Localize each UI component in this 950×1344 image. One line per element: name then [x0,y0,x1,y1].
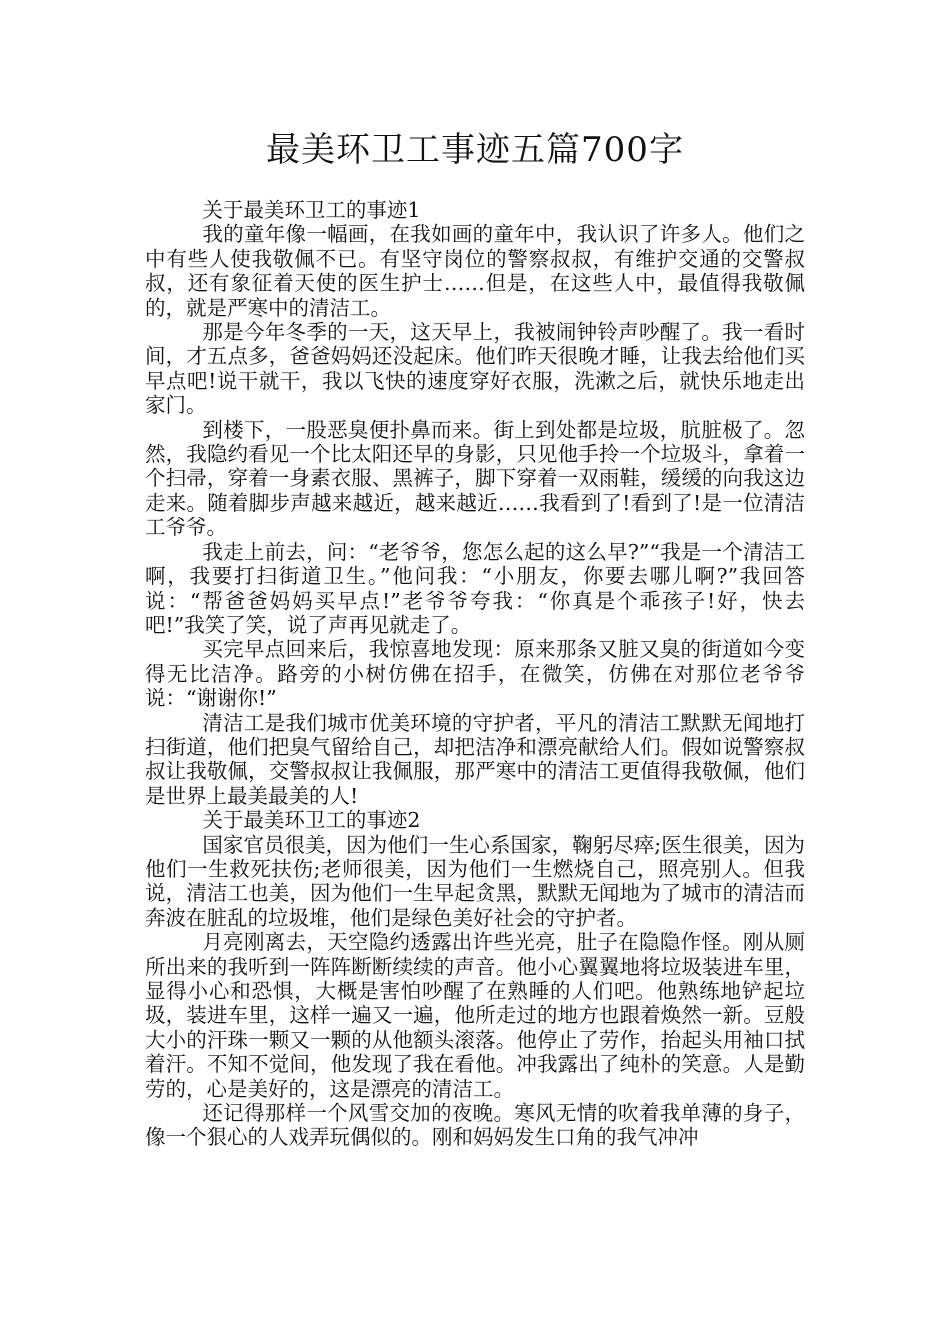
paragraph: 清洁工是我们城市优美环境的守护者，平凡的清洁工默默无闻地打扫街道，他们把臭气留给自己，却把洁净和漂亮献给人们。假如说警察叔叔让我敬佩，交警叔叔让我佩服，那严寒中的清洁工更值得我敬佩，他们是世界上最美最美的人! [145,710,805,808]
paragraph: 那是今年冬季的一天，这天早上，我被闹钟铃声吵醒了。我一看时间，才五点多，爸爸妈妈还没起床。他们昨天很晚才睡，让我去给他们买早点吧!说干就干，我以飞快的速度穿好衣服，洗漱之后，就快乐地走出家门。 [145,320,805,418]
document-body [145,198,805,1150]
paragraph: 到楼下，一股恶臭便扑鼻而来。街上到处都是垃圾，肮脏极了。忽然，我隐约看见一个比太阳还早的身影，只见他手拎一个垃圾斗，拿着一个扫帚，穿着一身素衣服、黑裤子，脚下穿着一双雨鞋，缓缓的向我这边走来。随着脚步声越来越近，越来越近……我看到了!看到了!是一位清洁工爷爷。 [145,417,805,540]
paragraph: 月亮刚离去，天空隐约透露出许些光亮，肚子在隐隐作怪。刚从厕所出来的我听到一阵阵断断续续的声音。他小心翼翼地将垃圾装进车里，显得小心和恐惧，大概是害怕吵醒了在熟睡的人们吧。他熟练地铲起垃圾，装进车里，这样一遍又一遍，他所走过的地方也跟着焕然一新。豆般大小的汗珠一颗又一颗的从他额头滚落。他停止了劳作，抬起头用袖口拭着汗。不知不觉间，他发现了我在看他。冲我露出了纯朴的笑意。人是勤劳的，心是美好的，这是漂亮的清洁工。 [145,930,805,1101]
paragraph: 还记得那样一个风雪交加的夜晚。寒风无情的吹着我单薄的身子，像一个狠心的人戏弄玩偶似的。刚和妈妈发生口角的我气冲冲 [145,1101,805,1150]
section-heading-1: 关于最美环卫工的事迹1 [202,198,421,222]
paragraph: 我走上前去，问：“老爷爷，您怎么起的这么早?”“我是一个清洁工啊，我要打扫街道卫生。”他问我：“小朋友，你要去哪儿啊?”我回答说：“帮爸爸妈妈买早点!”老爷爷夸我：“你真是个乖孩子!好，快去吧!”我笑了笑，说了声再见就走了。 [145,539,805,637]
paragraph: 国家官员很美，因为他们一生心系国家，鞠躬尽瘁;医生很美，因为他们一生救死扶伤;老师很美，因为他们一生燃烧自己，照亮别人。但我说，清洁工也美，因为他们一生早起贪黑，默默无闻地为了城市的清洁而奔波在脏乱的垃圾堆，他们是绿色美好社会的守护者。 [145,832,805,930]
paragraph: 买完早点回来后，我惊喜地发现：原来那条又脏又臭的街道如今变得无比洁净。路旁的小树仿佛在招手，在微笑，仿佛在对那位老爷爷说：“谢谢你!” [145,637,805,711]
paragraph: 我的童年像一幅画，在我如画的童年中，我认识了许多人。他们之中有些人使我敬佩不已。有坚守岗位的警察叔叔，有维护交通的交警叔叔，还有象征着天使的医生护士……但是，在这些人中，最值得我敬佩的，就是严寒中的清洁工。 [145,222,805,320]
section-heading-2: 关于最美环卫工的事迹2 [202,808,421,833]
document-title: 最美环卫工事迹五篇700字 [266,130,684,170]
